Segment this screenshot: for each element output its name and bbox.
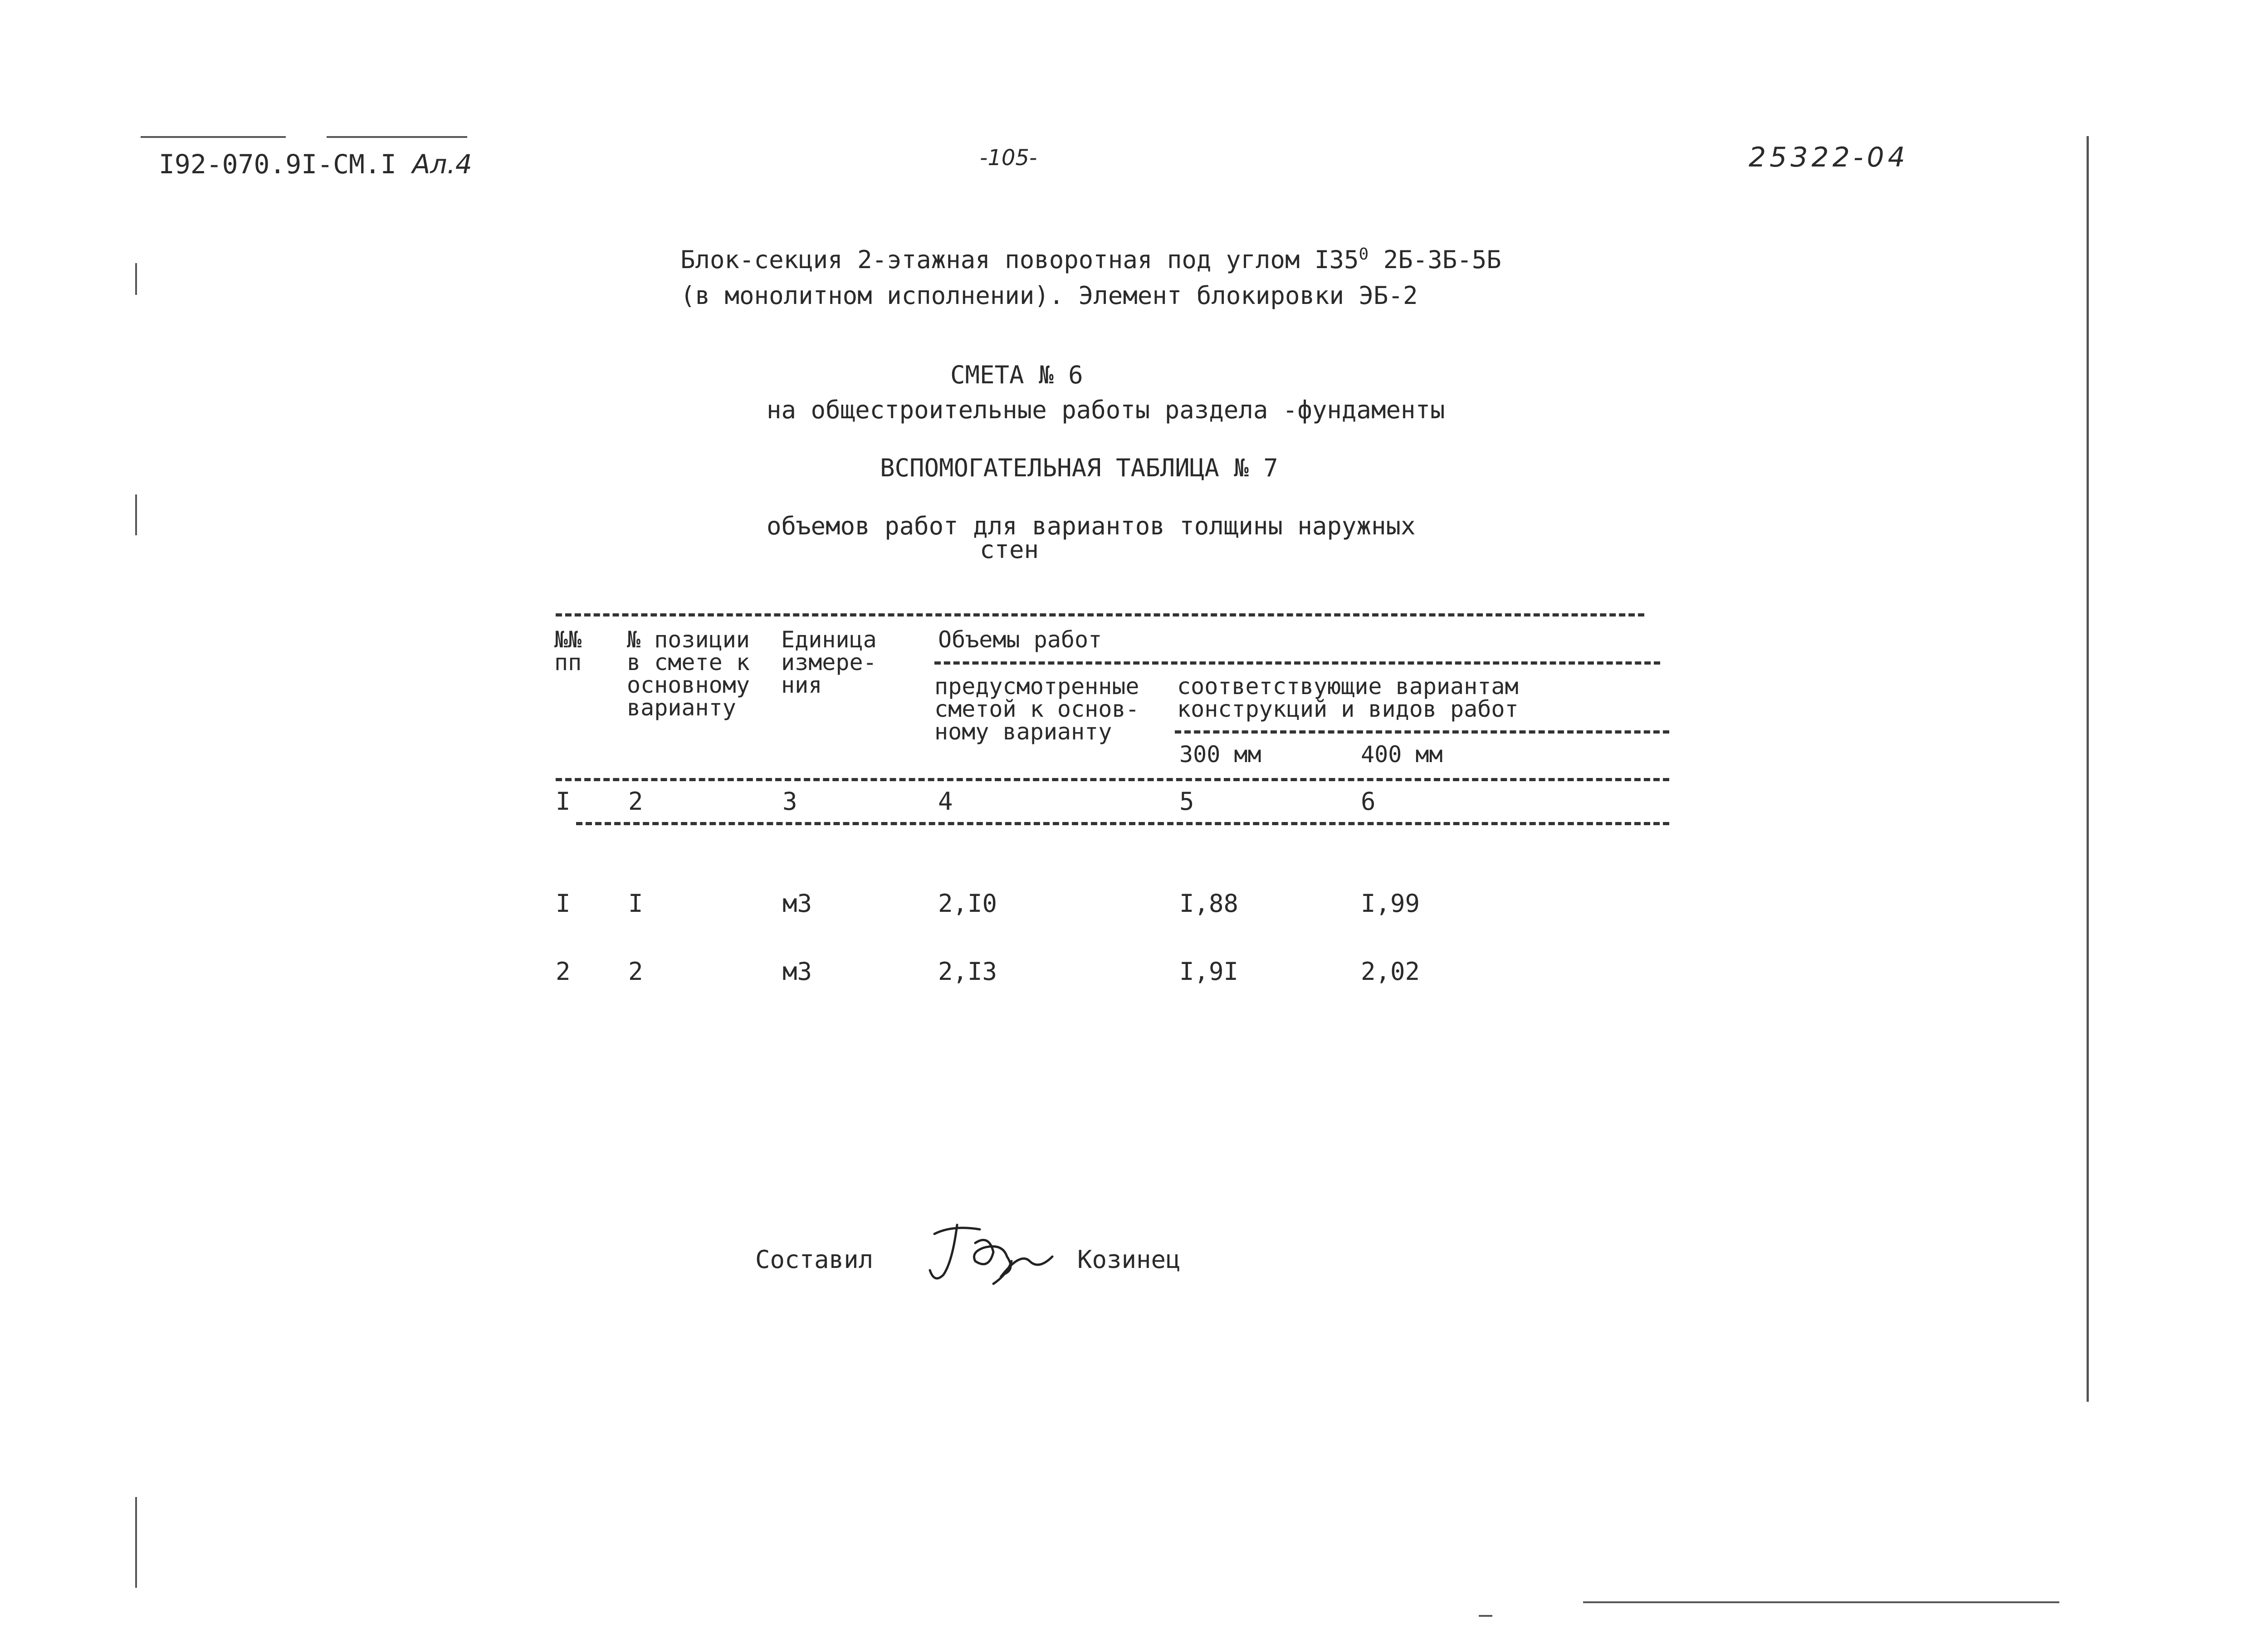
page-number: -105-: [980, 145, 1037, 171]
volume-400mm: 2,02: [1361, 957, 1420, 986]
header-volumes: Объемы работ: [938, 626, 1102, 653]
position-number: 2: [628, 957, 643, 986]
base-volume: 2,I0: [938, 889, 997, 918]
header-rule-right: [327, 136, 467, 138]
header-col-6: 400 мм: [1361, 741, 1443, 768]
column-number: 6: [1361, 787, 1376, 816]
title-line-2: (в монолитном исполнении). Элемент блокировки ЭБ-2: [680, 281, 1418, 310]
header-rule-left: [141, 136, 286, 138]
archive-number: 25322-04: [1749, 142, 1909, 173]
column-number: 4: [938, 787, 953, 816]
right-border-line: [2087, 136, 2089, 1402]
table-top-rule: [556, 613, 1644, 616]
sheet-mark: Aл.4: [412, 149, 472, 180]
estimate-subtitle: на общестроительные работы раздела -фундаменты: [767, 396, 1445, 424]
header-col-4: предусмотренные сметой к основ- ному варианту: [934, 673, 1139, 745]
degree-mark: 0: [1359, 245, 1369, 264]
variants-rule: [1175, 730, 1669, 734]
volume-400mm: I,99: [1361, 889, 1420, 918]
margin-mark: [135, 1497, 137, 1588]
footer-rule: [1583, 1601, 2059, 1603]
header-col-1: №№ пп: [554, 626, 582, 675]
volumes-rule: [934, 661, 1660, 665]
row-number: I: [556, 889, 571, 918]
header-col-5: 300 мм: [1179, 741, 1261, 768]
aux-subtitle-line-1: объемов работ для вариантов толщины наружных: [767, 512, 1416, 540]
margin-mark: [135, 494, 137, 535]
unit: м3: [782, 957, 812, 986]
position-number: I: [628, 889, 643, 918]
volume-300mm: I,9I: [1179, 957, 1239, 986]
compiled-label: Составил: [755, 1245, 874, 1274]
header-variants: соответствующие вариантам конструкций и видов работ: [1177, 673, 1519, 722]
row-number: 2: [556, 957, 571, 986]
unit: м3: [782, 889, 812, 918]
column-number: I: [556, 787, 571, 816]
title-line-1: Блок-секция 2-этажная поворотная под углом $I35^0$ 2Б-3Б-5Б: [680, 245, 1501, 274]
signature: [925, 1207, 1061, 1297]
aux-table-title: ВСПОМОГАТЕЛЬНАЯ ТАБЛИЦА № 7: [880, 454, 1278, 482]
header-col-3: Единица измере- ния: [781, 626, 877, 698]
header-col-2: № позиции в смете к основному варианту: [627, 626, 750, 721]
column-number: 2: [628, 787, 643, 816]
column-number: 5: [1179, 787, 1194, 816]
aux-subtitle-line-2: стен: [980, 535, 1039, 564]
column-number: 3: [782, 787, 797, 816]
numbers-bottom-rule: [576, 822, 1669, 825]
footer-tick: [1479, 1615, 1492, 1617]
header-bottom-rule: [556, 778, 1669, 781]
margin-mark: [135, 263, 137, 295]
document-code: [159, 149, 472, 180]
doc-code: I92-070.9I-CM.I: [159, 149, 396, 180]
estimate-title: СМЕТА № 6: [950, 361, 1083, 389]
base-volume: 2,I3: [938, 957, 997, 986]
compiler-name: Козинец: [1077, 1245, 1181, 1274]
volume-300mm: I,88: [1179, 889, 1239, 918]
